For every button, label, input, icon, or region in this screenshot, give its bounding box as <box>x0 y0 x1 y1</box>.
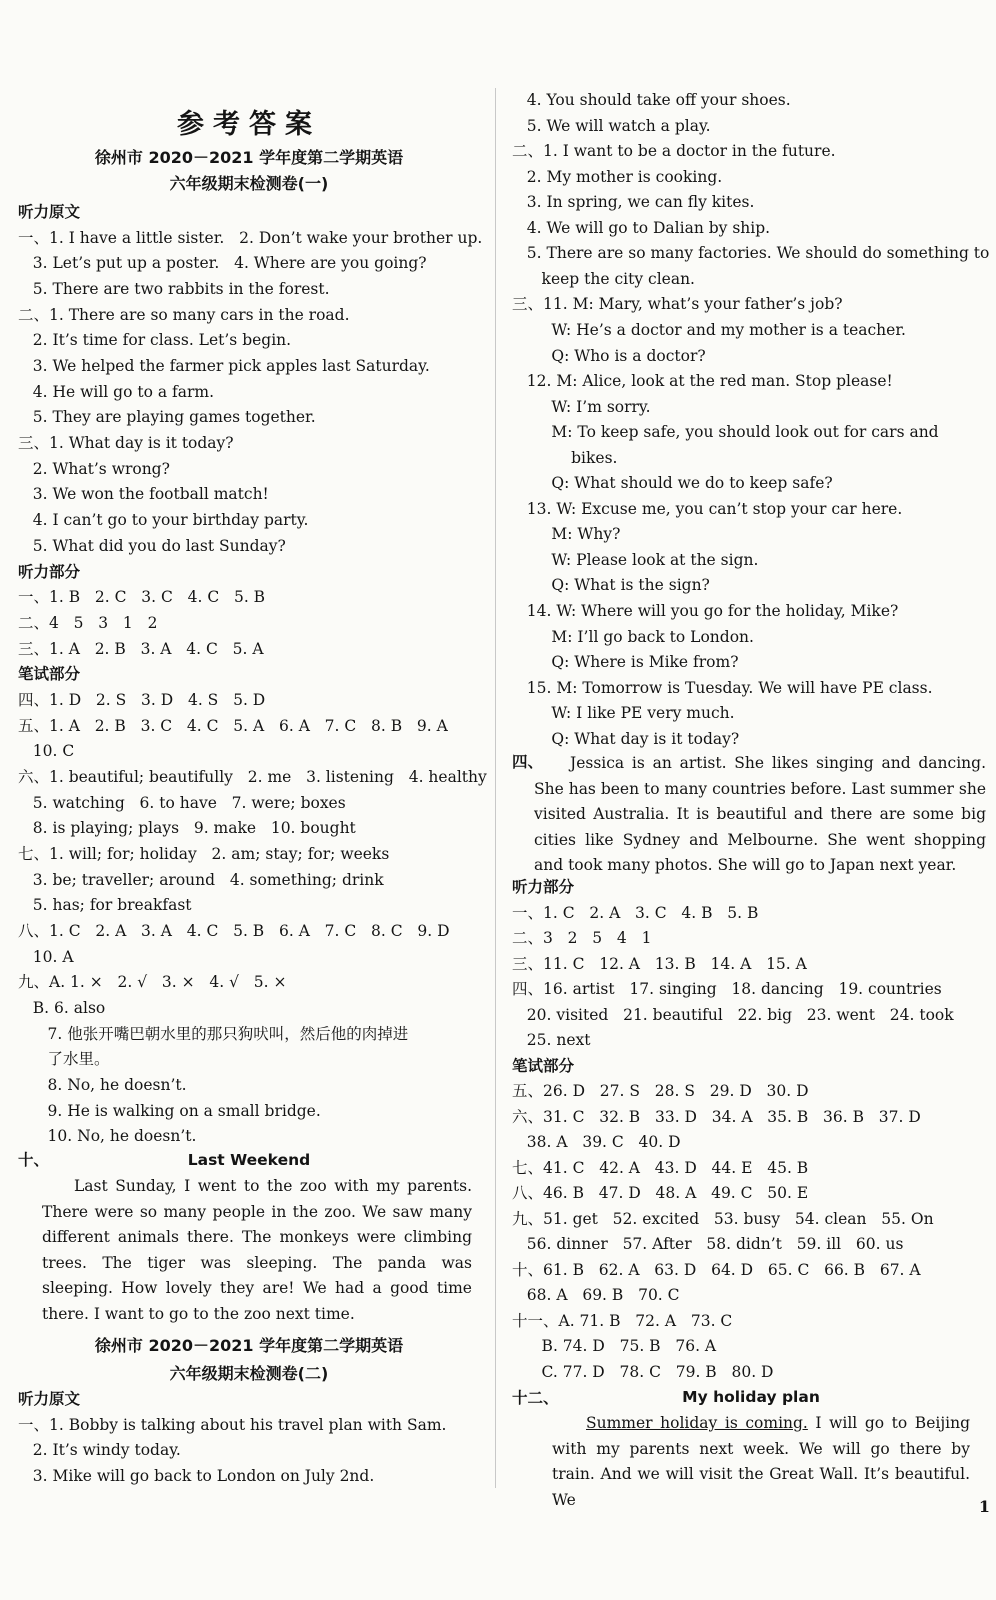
exam2-title: 徐州市 2020－2021 学年度第二学期英语 <box>94 1336 404 1355</box>
answer-line: 三、1. A 2. B 3. A 4. C 5. A <box>18 639 264 658</box>
answer-line: 5. watching 6. to have 7. were; boxes <box>18 793 346 812</box>
exam1-subtitle: 六年级期末检测卷(一) <box>169 174 329 193</box>
exam2-subtitle: 六年级期末检测卷(二) <box>169 1364 329 1383</box>
answer-line: 10. No, he doesn’t. <box>18 1127 197 1146</box>
answer-line: M: To keep safe, you should look out for cars and <box>512 423 939 442</box>
answer-line: 十一、A. 71. B 72. A 73. C <box>512 1311 733 1330</box>
answer-line: 9. He is walking on a small bridge. <box>18 1101 321 1120</box>
answer-line: 二、1. There are so many cars in the road. <box>18 305 350 324</box>
answer-line: 25. next <box>512 1031 591 1049</box>
answer-line: 12. M: Alice, look at the red man. Stop please! <box>512 372 893 391</box>
answer-line: 38. A 39. C 40. D <box>512 1133 681 1151</box>
answer-line: C. 77. D 78. C 79. B 80. D <box>512 1362 774 1381</box>
answer-line: 4. I can’t go to your birthday party. <box>18 511 309 530</box>
page-title: 参考答案 <box>177 109 321 140</box>
answer-line: 2. My mother is cooking. <box>512 167 723 186</box>
section-heading: 听力原文 <box>18 1390 81 1408</box>
essay2-rest: I will go to Beijing with my parents next week. We will go there by train. And we will visit the Great Wall. It’s beautiful. We <box>552 1414 970 1509</box>
answer-line: 13. W: Excuse me, you can’t stop your car here. <box>512 499 903 518</box>
essay2-mark: 十二、 <box>512 1389 559 1407</box>
answer-line: 15. M: Tomorrow is Tuesday. We will have PE class. <box>512 678 933 697</box>
answer-line: 三、1. What day is it today? <box>18 434 234 453</box>
answer-line: 5. We will watch a play. <box>512 116 711 135</box>
answer-line: 5. There are two rabbits in the forest. <box>18 280 330 299</box>
answer-line: W: Please look at the sign. <box>512 550 759 569</box>
answer-line: 七、41. C 42. A 43. D 44. E 45. B <box>512 1158 809 1177</box>
answer-line: 七、1. will; for; holiday 2. am; stay; for; weeks <box>18 845 390 863</box>
answer-line: 5. There are so many factories. We should do something to <box>512 244 990 263</box>
answer-line: 三、11. C 12. A 13. B 14. A 15. A <box>512 954 807 973</box>
answer-line: 3. Let’s put up a poster. 4. Where are you going? <box>18 254 427 273</box>
answer-line: 2. It’s windy today. <box>18 1441 181 1459</box>
answer-line: 5. What did you do last Sunday? <box>18 536 286 555</box>
answer-line: 四、16. artist 17. singing 18. dancing 19. countries <box>512 980 942 998</box>
section-heading: 听力部分 <box>512 878 575 896</box>
answer-line: 3. Mike will go back to London on July 2nd. <box>18 1466 375 1485</box>
section-heading: 笔试部分 <box>512 1056 575 1075</box>
answer-line: M: I’ll go back to London. <box>512 627 754 646</box>
answer-line: 8. is playing; plays 9. make 10. bought <box>18 819 356 838</box>
answer-line: 九、51. get 52. excited 53. busy 54. clean 55. On <box>512 1209 934 1228</box>
passage-body: Jessica is an artist. She likes singing and dancing. She has been to many countries before. Last summer she visited Australia. It is beautiful and there are some big cities like Sydney and Melbourne. She went shopping and took many photos. She will go to Japan next year. <box>534 754 986 875</box>
column-divider <box>495 88 496 1488</box>
answer-line: 3. We helped the farmer pick apples last Saturday. <box>18 357 430 376</box>
answer-line: Q: Who is a doctor? <box>512 346 706 365</box>
answer-line: 2. What’s wrong? <box>18 459 170 478</box>
answer-line: M: Why? <box>512 525 621 544</box>
page-number: 1 <box>978 1497 990 1516</box>
section-heading: 笔试部分 <box>18 665 81 684</box>
essay1-title: Last Weekend <box>187 1151 311 1169</box>
answer-line: 10. C <box>18 742 75 761</box>
answer-line: 八、1. C 2. A 3. A 4. C 5. B 6. A 7. C 8. C 9. D <box>18 922 450 941</box>
answer-line: 二、4 5 3 1 2 <box>18 613 158 632</box>
answer-line: 5. has; for breakfast <box>18 896 192 915</box>
answer-line: 68. A 69. B 70. C <box>512 1286 680 1304</box>
answer-line: 四、1. D 2. S 3. D 4. S 5. D <box>18 690 266 709</box>
answer-line: 六、1. beautiful; beautifully 2. me 3. listening 4. healthy <box>18 767 487 786</box>
answer-line: 二、3 2 5 4 1 <box>512 929 652 947</box>
answer-line: W: He’s a doctor and my mother is a teacher. <box>512 320 906 339</box>
answer-line: 三、11. M: Mary, what’s your father’s job? <box>512 295 843 314</box>
passage-mark: 四、 <box>512 753 544 771</box>
answer-line: 一、1. Bobby is talking about his travel plan with Sam. <box>18 1415 447 1434</box>
answer-line: 一、1. C 2. A 3. C 4. B 5. B <box>512 903 759 922</box>
essay1-mark: 十、 <box>18 1151 50 1169</box>
essay1-body: Last Sunday, I went to the zoo with my parents. There were so many people in the zoo. We saw many different animals there. The monkeys were climbing trees. The tiger was sleeping. The panda was sleeping. How lovely they are! We had a good time there. I want to go to the zoo next time. <box>42 1177 472 1323</box>
essay2-body <box>552 1411 970 1513</box>
answer-line: 八、46. B 47. D 48. A 49. C 50. E <box>512 1184 809 1202</box>
answer-line: Q: What day is it today? <box>512 729 740 748</box>
answer-line: 九、A. 1. × 2. √ 3. × 4. √ 5. × <box>18 973 287 992</box>
answer-line: 2. It’s time for class. Let’s begin. <box>18 331 292 350</box>
answer-line: W: I like PE very much. <box>512 704 735 723</box>
answer-line: bikes. <box>512 448 618 467</box>
answer-line: 8. No, he doesn’t. <box>18 1076 187 1095</box>
answer-line: Q: Where is Mike from? <box>512 653 739 672</box>
answer-line: 了水里。 <box>18 1050 110 1069</box>
answer-line: 五、26. D 27. S 28. S 29. D 30. D <box>512 1082 809 1100</box>
section-heading: 听力部分 <box>18 562 81 581</box>
answer-line: 3. We won the football match! <box>18 485 269 504</box>
answer-line: Q: What should we do to keep safe? <box>512 474 833 493</box>
answer-line: 5. They are playing games together. <box>18 408 316 427</box>
answer-line: 4. We will go to Dalian by ship. <box>512 218 771 237</box>
answer-line: keep the city clean. <box>512 269 695 288</box>
answer-line: 56. dinner 57. After 58. didn’t 59. ill 60. us <box>512 1235 904 1253</box>
answer-line: 20. visited 21. beautiful 22. big 23. went 24. took <box>512 1005 954 1024</box>
answer-line: 7. 他张开嘴巴朝水里的那只狗吠叫，然后他的肉掉进 <box>18 1024 409 1043</box>
answer-line: 4. You should take off your shoes. <box>512 91 791 109</box>
answer-line: 3. be; traveller; around 4. something; drink <box>18 870 384 889</box>
answer-line: 14. W: Where will you go for the holiday, Mike? <box>512 602 899 620</box>
answer-line: 4. He will go to a farm. <box>18 382 215 401</box>
answer-line: 10. A <box>18 947 74 966</box>
answer-line: 一、1. I have a little sister. 2. Don’t wake your brother up. <box>18 228 483 247</box>
answer-line: B. 74. D 75. B 76. A <box>512 1337 717 1355</box>
section-heading: 听力原文 <box>18 203 81 221</box>
answer-line: Q: What is the sign? <box>512 576 710 595</box>
answer-line: W: I’m sorry. <box>512 397 651 416</box>
exam1-title: 徐州市 2020－2021 学年度第二学期英语 <box>94 148 404 167</box>
answer-line: 五、1. A 2. B 3. C 4. C 5. A 6. A 7. C 8. B 9. A <box>18 716 448 735</box>
answer-line: 一、1. B 2. C 3. C 4. C 5. B <box>18 588 266 607</box>
answer-line: 二、1. I want to be a doctor in the future. <box>512 142 836 161</box>
answer-line: 十、61. B 62. A 63. D 64. D 65. C 66. B 67. A <box>512 1260 921 1279</box>
essay2-first-sentence: Summer holiday is coming. <box>586 1414 808 1432</box>
answer-line: 六、31. C 32. B 33. D 34. A 35. B 36. B 37. D <box>512 1107 921 1126</box>
answer-line: 3. In spring, we can fly kites. <box>512 193 755 212</box>
essay2-title: My holiday plan <box>682 1388 820 1406</box>
answer-line: B. 6. also <box>18 999 106 1018</box>
